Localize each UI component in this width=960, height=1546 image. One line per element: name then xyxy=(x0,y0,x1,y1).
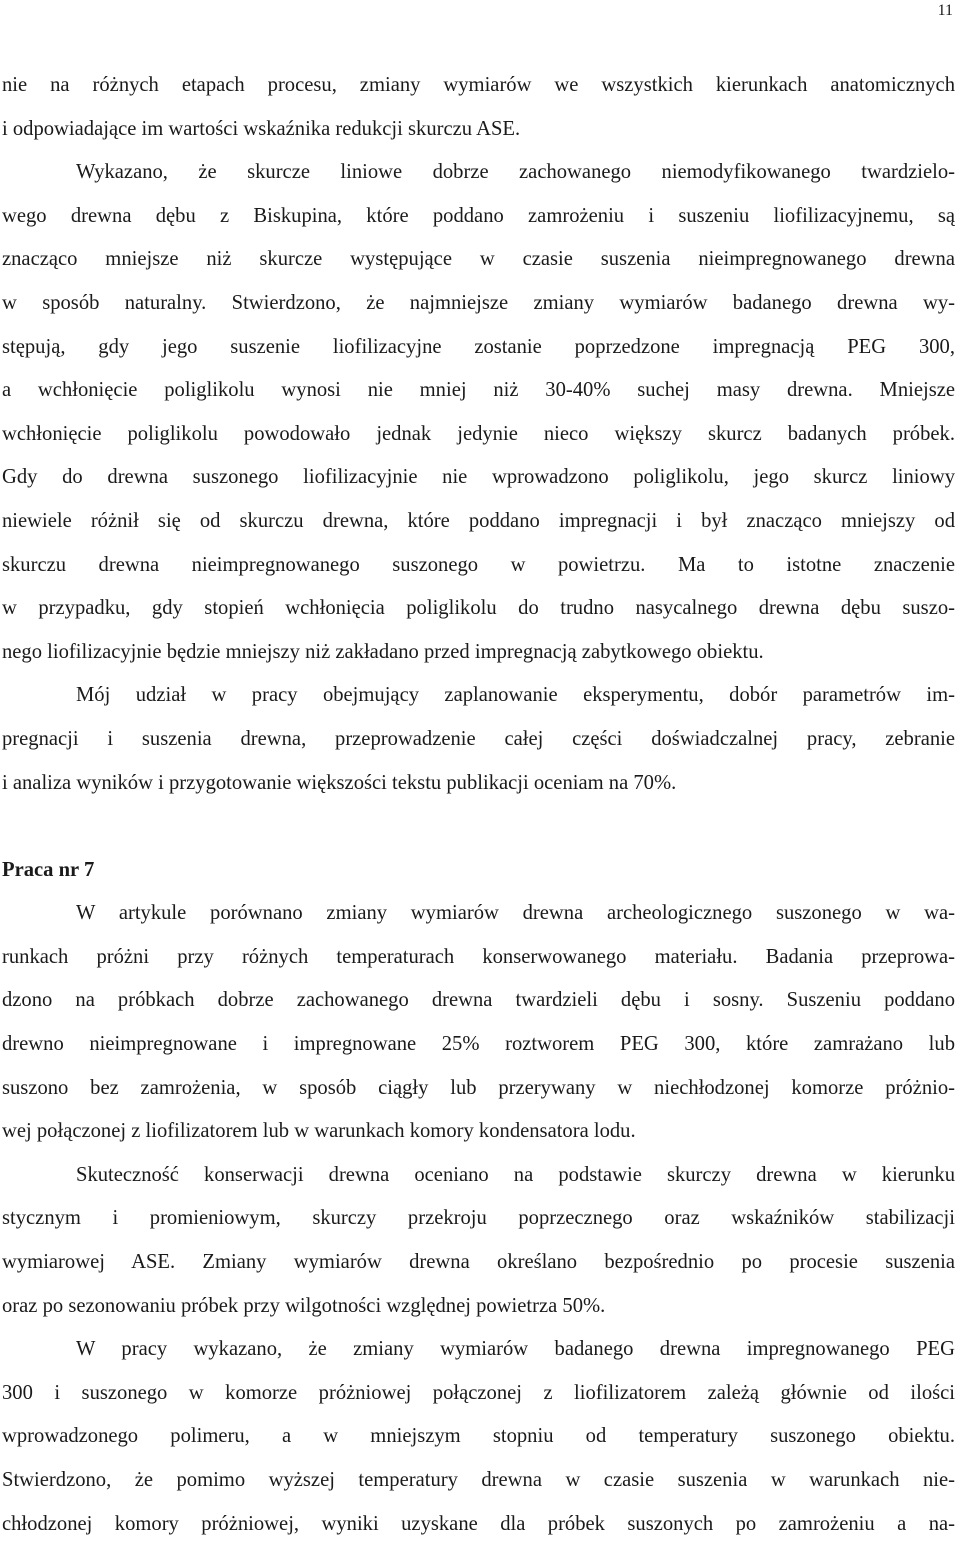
text-line: W artykule porównano zmiany wymiarów drewna archeologicznego suszonego w wa- xyxy=(76,902,955,925)
paragraph-6 xyxy=(2,1328,955,1546)
text-line: Stwierdzono, że pomimo wyższej temperatury drewna w czasie suszenia w warunkach nie- xyxy=(2,1469,955,1491)
section-spacer xyxy=(2,805,955,849)
text-line: oraz po sezonowaniu próbek przy wilgotności względnej powietrza 50%. xyxy=(2,1294,606,1317)
section-heading: Praca nr 7 xyxy=(2,858,95,881)
text-line: nie na różnych etapach procesu, zmiany wymiarów we wszystkich kierunkach anatomicznych xyxy=(2,74,955,96)
text-line: wchłonięcie poliglikolu powodowało jednak jedynie nieco większy skurcz badanych próbek. xyxy=(2,422,955,445)
text-line: wej połączonej z liofilizatorem lub w warunkach komory kondensatora lodu. xyxy=(2,1120,636,1143)
text-line: 300 i suszonego w komorze próżniowej połączonej z liofilizatorem zależą głównie od ilości xyxy=(2,1381,955,1404)
text-line: dzono na próbkach dobrze zachowanego drewna twardzieli dębu i sosny. Suszeniu poddano xyxy=(2,989,955,1012)
text-line: Mój udział w pracy obejmujący zaplanowanie eksperymentu, dobór parametrów im- xyxy=(76,684,955,707)
text-line: niewiele różnił się od skurczu drewna, które poddano impregnacji i był znacząco mniejszy od xyxy=(2,509,955,532)
text-line: Wykazano, że skurcze liniowe dobrze zachowanego niemodyfikowanego twardzielo- xyxy=(76,161,955,184)
text-line: runkach próżni przy różnych temperaturach konserwowanego materiału. Badania przeprowa- xyxy=(2,945,955,968)
text-line: drewno nieimpregnowane i impregnowane 25% roztworem PEG 300, które zamrażano lub xyxy=(2,1033,955,1056)
text-line: a wchłonięcie poliglikolu wynosi nie mniej niż 30-40% suchej masy drewna. Mniejsze xyxy=(2,379,955,402)
text-line: chłodzonej komory próżniowej, wyniki uzyskane dla próbek suszonych po zamrożeniu a na- xyxy=(2,1512,955,1535)
paragraph-1 xyxy=(2,64,955,151)
text-line: Gdy do drewna suszonego liofilizacyjnie nie wprowadzono poliglikolu, jego skurcz liniowy xyxy=(2,466,955,489)
text-line: i odpowiadające im wartości wskaźnika redukcji skurczu ASE. xyxy=(2,117,521,140)
paragraph-2 xyxy=(2,151,955,674)
body-text xyxy=(2,64,955,1546)
text-line: Skuteczność konserwacji drewna oceniano na podstawie skurczy drewna w kierunku xyxy=(76,1163,955,1186)
text-line: wprowadzonego polimeru, a w mniejszym stopniu od temperatury suszonego obiektu. xyxy=(2,1425,955,1448)
paragraph-4 xyxy=(2,892,955,1154)
page-number: 11 xyxy=(937,2,953,19)
text-line: stycznym i promieniowym, skurczy przekroju poprzecznego oraz wskaźników stabilizacji xyxy=(2,1207,955,1230)
text-line: W pracy wykazano, że zmiany wymiarów badanego drewna impregnowanego PEG xyxy=(76,1338,955,1361)
text-line: nego liofilizacyjnie będzie mniejszy niż zakładano przed impregnacją zabytkowego obiektu. xyxy=(2,640,764,663)
text-line: wymiarowej ASE. Zmiany wymiarów drewna określano bezpośrednio po procesie suszenia xyxy=(2,1251,955,1274)
text-line: znacząco mniejsze niż skurcze występujące w czasie suszenia nieimpregnowanego drewna xyxy=(2,248,955,271)
text-line: skurczu drewna nieimpregnowanego suszonego w powietrzu. Ma to istotne znaczenie xyxy=(2,553,955,576)
text-line: pregnacji i suszenia drewna, przeprowadzenie całej części doświadczalnej pracy, zebranie xyxy=(2,727,955,750)
text-line: w sposób naturalny. Stwierdzono, że najmniejsze zmiany wymiarów badanego drewna wy- xyxy=(2,291,955,314)
paragraph-5 xyxy=(2,1154,955,1328)
text-line: suszono bez zamrożenia, w sposób ciągły lub przerywany w niechłodzonej komorze próżnio- xyxy=(2,1076,955,1099)
text-line: wego drewna dębu z Biskupina, które poddano zamrożeniu i suszeniu liofilizacyjnemu, są xyxy=(2,204,955,227)
text-line: stępują, gdy jego suszenie liofilizacyjne zostanie poprzedzone impregnacją PEG 300, xyxy=(2,335,955,358)
text-line: w przypadku, gdy stopień wchłonięcia poliglikolu do trudno nasycalnego drewna dębu suszo- xyxy=(2,597,955,620)
text-line: i analiza wyników i przygotowanie większości tekstu publikacji oceniam na 70%. xyxy=(2,771,677,794)
paragraph-3 xyxy=(2,674,955,805)
